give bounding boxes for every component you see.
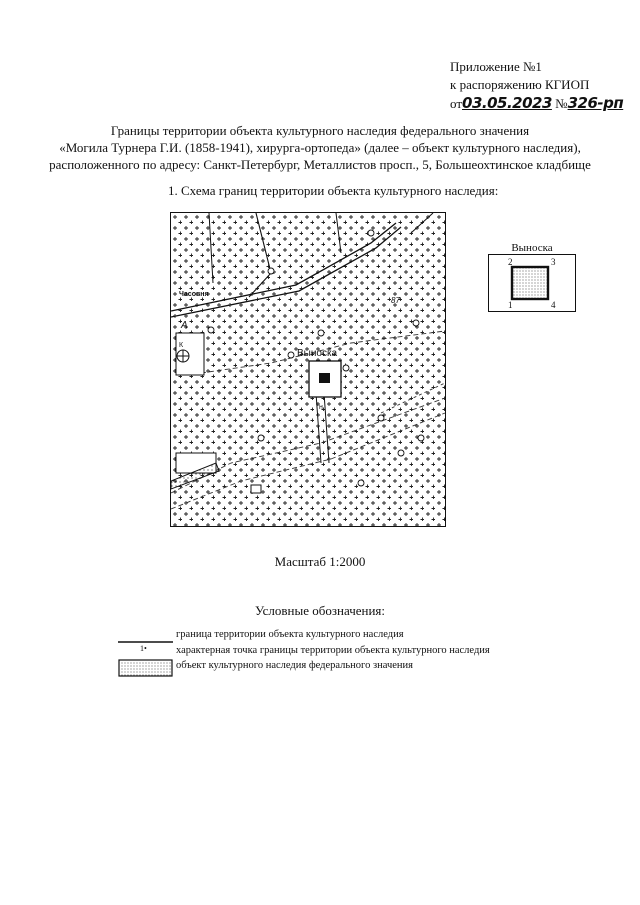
map-label-a: А — [181, 320, 188, 331]
inset-point-3: 3 — [551, 257, 556, 267]
appendix-label: Приложение №1 — [450, 59, 542, 74]
date-number-line — [450, 94, 624, 113]
legend-object-symbol — [118, 659, 173, 682]
inset-callout — [488, 254, 576, 312]
inset-point-2: 2 — [508, 257, 513, 267]
legend-point-symbol: 1• — [140, 644, 147, 653]
title-line-2: «Могила Турнера Г.И. (1858-1941), хирурга-ортопеда» (далее – объект культурного наследия), — [59, 140, 581, 155]
inset-point-1: 1 — [508, 300, 513, 310]
map-label-87: 87 — [391, 296, 400, 305]
order-reference: к распоряжению КГИОП — [450, 77, 590, 92]
document-title — [0, 122, 640, 173]
map-scale: Масштаб 1:2000 — [274, 554, 366, 569]
inset-title: Выноска — [511, 242, 553, 254]
legend-heading: Условные обозначения: — [254, 603, 386, 618]
title-line-1: Границы территории объекта культурного наследия федерального значения — [110, 123, 530, 138]
date-prefix: от — [450, 96, 463, 111]
legend-item-object: объект культурного наследия федерального значения — [176, 660, 413, 671]
map-label-n: н — [319, 404, 323, 411]
inset-drawing — [489, 255, 575, 311]
boundary-map — [170, 212, 446, 527]
section-heading: 1. Схема границ территории объекта культурного наследия: — [168, 183, 499, 198]
inset-point-4: 4 — [551, 300, 556, 310]
map-label-chasovnya: Часовня — [179, 291, 209, 298]
map-drawing — [171, 213, 445, 526]
document-header — [450, 58, 624, 113]
handwritten-number: 326-рп — [567, 94, 624, 112]
legend-item-point: характерная точка границы территории объекта культурного наследия — [176, 645, 490, 656]
handwritten-date: 03.05.2023 — [462, 94, 552, 112]
title-line-3: расположенного по адресу: Санкт-Петербург, Металлистов просп., 5, Большеохтинское кладбище — [49, 157, 591, 172]
map-label-k: К — [179, 342, 184, 349]
number-prefix: № — [555, 96, 568, 111]
map-callout-label: Выноска — [297, 348, 338, 359]
legend-item-boundary: граница территории объекта культурного наследия — [176, 629, 404, 640]
